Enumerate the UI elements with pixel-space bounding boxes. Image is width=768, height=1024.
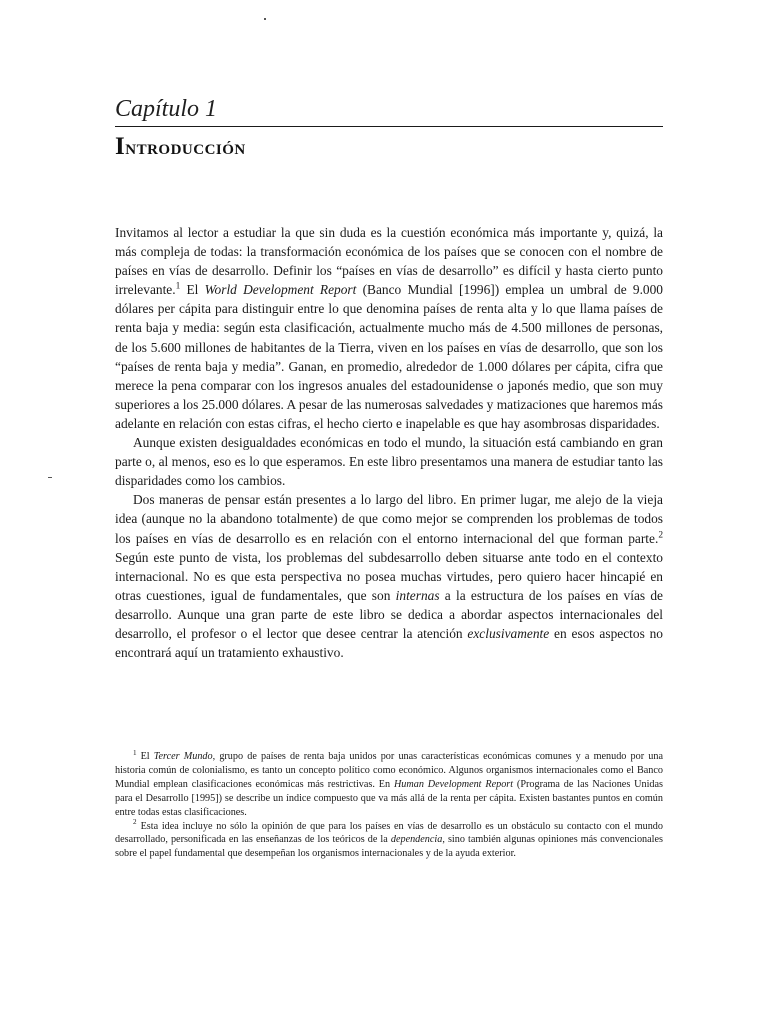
italic-work-title: World Development Report bbox=[204, 282, 357, 298]
chapter-label: Capítulo 1 bbox=[115, 96, 218, 122]
italic-internas: internas bbox=[395, 587, 440, 603]
chapter-rule bbox=[115, 126, 663, 127]
paragraph-2: Aunque existen desigualdades económicas en todo el mundo, la situación está cambiando en gran parte o, al menos, eso es lo que esperamos. En este libro presentamos una manera de estudiar tanto las disparidades como los cambios. bbox=[115, 435, 663, 489]
footnote-2-number: 2 bbox=[133, 818, 137, 827]
paragraph-1: Invitamos al lector a estudiar la que sin duda es la cuestión económica más importante y, quizá, la más compleja de todas: la transformación económica de los países que se conocen con el nombre de países en vías de desarrollo. Definir los “países en vías de desarrollo” es difícil y hasta cierto punto irrelevante.$^1$ El World Development Report (Banco Mundial [1996]) emplea un umbral de 9.000 dólares per cápita para distinguir entre lo que denomina países de renta alta y lo que llama países de renta baja y media: según esta clasificación, actualmente mucho más de 4.500 millones de personas, de los 5.600 millones de habitantes de la Tierra, viven en los países en vías de desarrollo, que son los “países de renta baja y media”. Ganan, en promedio, alrededor de 1.000 dólares per cápita, cifra que merece la pena comparar con los ingresos anuales del estadounidense o japonés medio, que son muy superiores a los 25.000 dólares. A pesar de las numerosas salvedades y matizaciones que haremos más adelante en relación con estas cifras, el hecho cierto e inapelable es que hay asombrosas disparidades. bbox=[115, 225, 664, 431]
chapter-title-initial: I bbox=[115, 133, 126, 160]
scan-speck-margin bbox=[48, 477, 52, 478]
footnote-ref-1[interactable]: 1 bbox=[175, 281, 181, 292]
italic-exclusivamente: exclusivamente bbox=[467, 625, 550, 641]
book-page bbox=[115, 0, 663, 1024]
footnote-2: $^2$ Esta idea incluye no sólo la opinión de que para los países en vías de desarrollo es un obstáculo su contacto con el mundo desarrollado, personificada en las enseñanzas de los teóricos de la dependencia, sino también algunas opiniones más convencionales sobre el papel fundamental que desempeñan los organismos internacionales y de la ayuda exterior. bbox=[115, 818, 663, 860]
footnotes bbox=[115, 750, 663, 861]
body-text bbox=[115, 223, 663, 662]
footnote-1-number: 1 bbox=[133, 748, 137, 757]
footnote-1: $^1$ El Tercer Mundo, grupo de países de renta baja unidos por unas características económicas comunes y a menudo por una historia común de colonialismo, es tanto un concepto político como económico. Algunos organismos internacionales como el Banco Mundial emplean clasificaciones económicas más restrictivas. En Human Development Report (Programa de las Naciones Unidas para el Desarrollo [1995]) se describe un índice compuesto que va más allá de la renta per cápita. Existen bastantes puntos en común entre todas estas clasificaciones. bbox=[115, 748, 663, 818]
chapter-title-rest: ntroducción bbox=[125, 134, 246, 159]
paragraph-3: Dos maneras de pensar están presentes a lo largo del libro. En primer lugar, me alejo de la vieja idea (aunque no la abandono totalmente) de que como mejor se comprenden los problemas de todos los países en vías de desarrollo es en relación con el entorno internacional del que forman parte.$^2$ Según este punto de vista, los problemas del subdesarrollo deben situarse ante todo en el contexto internacional. No es que esta perspectiva no posea muchas virtudes, pero quiero hacer hincapié en otras cuestiones, igual de fundamentales, que son internas a la estructura de los países en vías de desarrollo. Aunque una gran parte de este libro se dedica a abordar aspectos internacionales del desarrollo, el profesor o el lector que desee centrar la atención exclusivamente en esos aspectos no encontrará aquí un tratamiento exhaustivo. bbox=[115, 492, 663, 661]
chapter-title bbox=[115, 133, 246, 161]
footnote-ref-2[interactable]: 2 bbox=[658, 530, 663, 541]
